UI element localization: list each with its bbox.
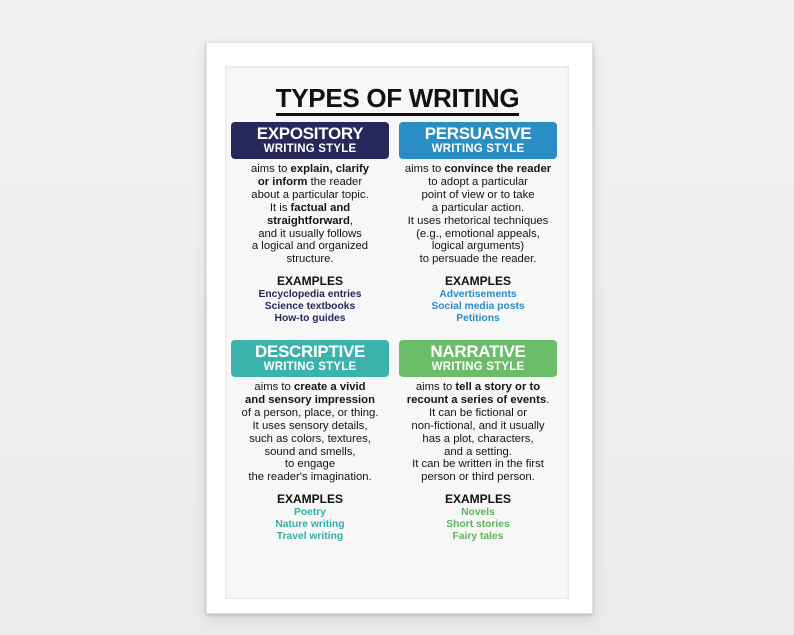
description-text: and it usually follows — [258, 227, 362, 240]
example-item: Petitions — [456, 313, 500, 325]
description-line — [231, 420, 389, 433]
description-text: about a particular topic. — [251, 188, 369, 201]
description-text: It uses sensory details, — [252, 419, 368, 432]
emphasis-text: create a vivid — [293, 381, 366, 393]
example-item: Novels — [461, 507, 495, 519]
description-line — [399, 202, 557, 215]
description-line — [399, 433, 557, 446]
examples-heading: EXAMPLES — [444, 492, 511, 507]
description-text: . — [546, 393, 550, 406]
description-text: a particular action. — [431, 201, 525, 214]
description-text: aims to — [415, 381, 456, 393]
example-item: Science textbooks — [264, 301, 356, 313]
description-text: to adopt a particular — [428, 175, 528, 188]
description-line — [399, 407, 557, 420]
description-line — [399, 420, 557, 433]
description-line — [231, 215, 389, 228]
description-text: to persuade the reader. — [419, 253, 537, 266]
description-text: non-fictional, and it usually — [411, 419, 545, 432]
card-description — [399, 163, 557, 266]
description-text: It can be written in the first — [412, 458, 544, 471]
emphasis-text: straightforward — [267, 214, 350, 227]
description-line — [399, 228, 557, 241]
description-text: sound and smells, — [264, 445, 356, 458]
poster-title: TYPES OF WRITING — [226, 83, 569, 114]
example-item: Fairy tales — [452, 531, 504, 543]
description-text: person or third person. — [421, 471, 535, 484]
emphasis-text: recount a series of events — [406, 393, 547, 406]
description-text: such as colors, textures, — [249, 432, 371, 445]
description-text: It is — [269, 201, 291, 214]
description-text: aims to — [254, 381, 294, 393]
emphasis-text: factual and — [290, 201, 351, 214]
description-line — [399, 446, 557, 459]
example-item: Poetry — [293, 507, 327, 519]
example-item: Short stories — [446, 519, 510, 531]
description-line — [231, 446, 389, 459]
description-text: aims to — [404, 163, 445, 175]
examples-heading: EXAMPLES — [276, 274, 343, 289]
card-expository — [231, 122, 389, 325]
description-text: It uses rhetorical techniques — [407, 214, 549, 227]
description-text: and a setting. — [444, 445, 512, 458]
card-description — [231, 163, 389, 266]
card-header — [231, 340, 389, 377]
emphasis-text: explain, clarify — [290, 163, 370, 175]
card-header — [399, 122, 557, 159]
description-line — [399, 189, 557, 202]
description-line — [231, 253, 389, 266]
card-title: DESCRIPTIVE — [254, 342, 366, 361]
card-title: PERSUASIVE — [424, 124, 532, 143]
card-descriptive — [231, 340, 389, 543]
description-text: aims to — [250, 163, 291, 175]
examples-heading: EXAMPLES — [444, 274, 511, 289]
description-line — [399, 394, 557, 407]
description-text: has a plot, characters, — [422, 432, 534, 445]
description-line — [231, 228, 389, 241]
card-subtitle: WRITING STYLE — [431, 361, 525, 373]
description-line — [399, 253, 557, 266]
emphasis-text: or inform — [257, 175, 308, 188]
description-text: , — [349, 214, 353, 227]
description-text: the reader's imagination. — [248, 471, 372, 484]
examples-list — [399, 289, 557, 325]
example-item: Social media posts — [431, 301, 525, 313]
description-line — [231, 407, 389, 420]
description-line — [231, 471, 389, 484]
examples-list — [231, 289, 389, 325]
description-text: It can be fictional or — [429, 406, 527, 419]
card-persuasive — [399, 122, 557, 325]
description-line — [231, 176, 389, 189]
card-subtitle: WRITING STYLE — [431, 143, 525, 155]
card-narrative — [399, 340, 557, 543]
description-line — [399, 381, 557, 394]
emphasis-text: convince the reader — [444, 163, 552, 175]
description-line — [231, 394, 389, 407]
description-line — [231, 381, 389, 394]
examples-list — [231, 507, 389, 543]
description-line — [231, 433, 389, 446]
description-line — [399, 471, 557, 484]
description-line — [231, 163, 389, 176]
example-item: Travel writing — [276, 531, 344, 543]
card-subtitle: WRITING STYLE — [263, 143, 357, 155]
card-subtitle: WRITING STYLE — [263, 361, 357, 373]
description-text: point of view or to take — [421, 188, 535, 201]
description-text: (e.g., emotional appeals, — [416, 227, 540, 240]
example-item: Encyclopedia entries — [258, 289, 362, 301]
description-line — [231, 458, 389, 471]
card-title: EXPOSITORY — [256, 124, 364, 143]
description-line — [399, 215, 557, 228]
description-text: a logical and organized — [251, 240, 369, 253]
description-text: to engage — [284, 458, 336, 471]
description-line — [231, 202, 389, 215]
example-item: Nature writing — [275, 519, 345, 531]
description-line — [399, 458, 557, 471]
description-line — [399, 240, 557, 253]
description-text: logical arguments) — [431, 240, 525, 253]
card-title: NARRATIVE — [430, 342, 526, 361]
description-line — [399, 176, 557, 189]
description-text: of a person, place, or thing. — [241, 406, 379, 419]
description-text: the reader — [307, 175, 363, 188]
description-line — [231, 189, 389, 202]
example-item: How-to guides — [274, 313, 346, 325]
emphasis-text: tell a story or to — [455, 381, 541, 393]
emphasis-text: and sensory impression — [245, 393, 375, 406]
examples-list — [399, 507, 557, 543]
description-line — [231, 240, 389, 253]
example-item: Advertisements — [439, 289, 517, 301]
card-header — [231, 122, 389, 159]
examples-heading: EXAMPLES — [276, 492, 343, 507]
card-description — [399, 381, 557, 484]
description-line — [399, 163, 557, 176]
description-text: structure. — [286, 253, 334, 266]
card-header — [399, 340, 557, 377]
card-description — [231, 381, 389, 484]
